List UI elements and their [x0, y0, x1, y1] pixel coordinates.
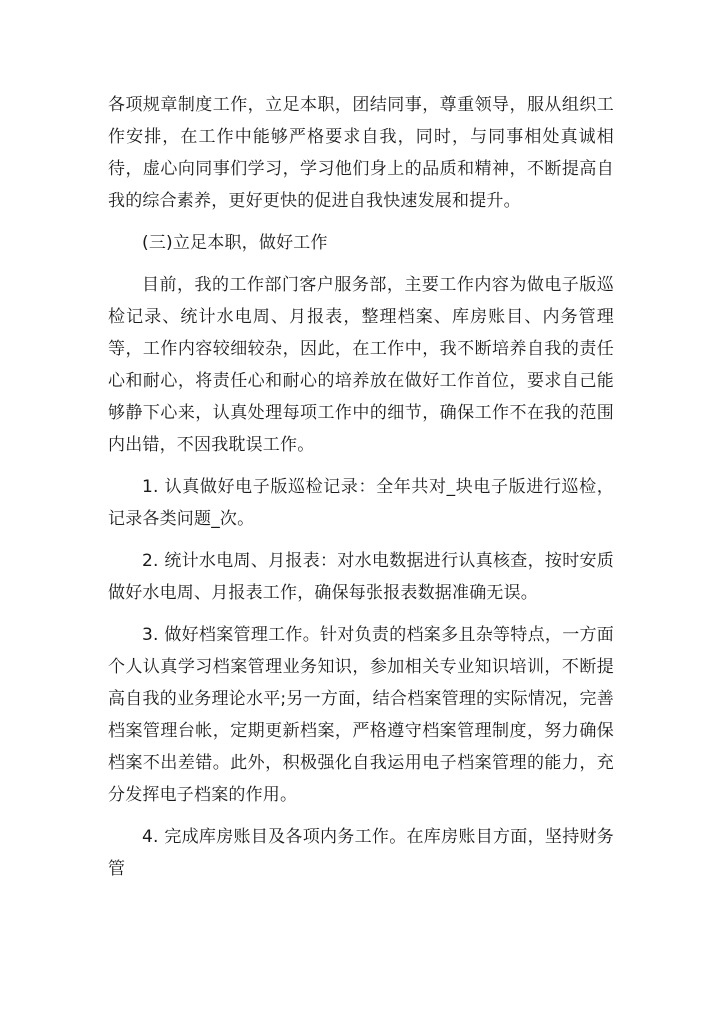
list-item-1: 1. 认真做好电子版巡检记录：全年共对_块电子版进行巡检，记录各类问题_次。	[108, 477, 614, 529]
paragraph-continuation: 各项规章制度工作，立足本职，团结同事，尊重领导，服从组织工作安排，在工作中能够严格要求自我，同时，与同事相处真诚相待，虚心向同事们学习，学习他们身上的品质和精神，不断提高自我的综合素养，更好更快的促进自我快速发展和提升。	[108, 95, 614, 211]
document-body	[108, 89, 614, 895]
paragraph-intro: 目前，我的工作部门客户服务部，主要工作内容为做电子版巡检记录、统计水电周、月报表，整理档案、库房账目、内务管理等，工作内容较细较杂，因此，在工作中，我不断培养自我的责任心和耐心，将责任心和耐心的培养放在做好工作首位，要求自己能够静下心来，认真处理每项工作中的细节，确保工作不在我的范围内出错，不因我耽误工作。	[108, 275, 614, 455]
list-item-3: 3. 做好档案管理工作。针对负责的档案多且杂等特点，一方面个人认真学习档案管理业务知识，参加相关专业知识培训，不断提高自我的业务理论水平;另一方面，结合档案管理的实际情况，完善档案管理台帐，定期更新档案，严格遵守档案管理制度，努力确保档案不出差错。此外，积极强化自我运用电子档案管理的能力，充分发挥电子档案的作用。	[108, 625, 614, 805]
list-item-2: 2. 统计水电周、月报表：对水电数据进行认真核查，按时安质做好水电周、月报表工作，确保每张报表数据准确无误。	[108, 551, 614, 603]
section-heading: (三)立足本职，做好工作	[142, 233, 328, 253]
list-item-4: 4. 完成库房账目及各项内务工作。在库房账目方面，坚持财务管	[108, 827, 614, 879]
